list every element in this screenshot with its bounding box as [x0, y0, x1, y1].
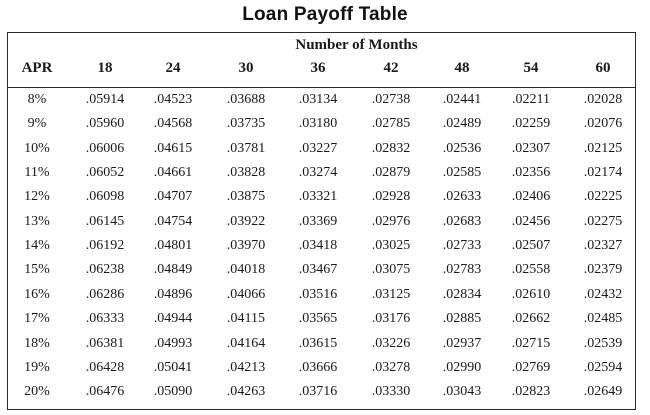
payoff-factor-cell: .02539: [583, 335, 623, 351]
payoff-factor-cell: .03227: [298, 140, 338, 156]
payoff-factor-cell: .02507: [511, 238, 551, 254]
months-column-header-54: 54: [523, 60, 539, 76]
apr-cell: 19%: [24, 359, 50, 375]
table-row: [8, 262, 635, 284]
payoff-factor-cell: .02259: [511, 116, 551, 132]
payoff-factor-cell: .02379: [583, 262, 623, 278]
apr-column-header: APR: [21, 60, 53, 76]
payoff-factor-cell: .04944: [153, 311, 193, 327]
payoff-factor-cell: .03467: [298, 262, 338, 278]
payoff-factor-cell: .02225: [583, 189, 623, 205]
payoff-factor-cell: .02456: [511, 213, 551, 229]
payoff-factor-cell: .06006: [85, 140, 125, 156]
payoff-factor-cell: .04707: [153, 189, 193, 205]
payoff-factor-cell: .03922: [226, 213, 266, 229]
payoff-factor-cell: .03075: [371, 262, 411, 278]
payoff-factor-cell: .06192: [85, 238, 125, 254]
payoff-factor-cell: .02976: [371, 213, 411, 229]
apr-cell: 12%: [24, 189, 50, 205]
payoff-factor-cell: .04164: [226, 335, 266, 351]
payoff-factor-cell: .02633: [442, 189, 482, 205]
loan-payoff-table: [7, 32, 636, 410]
payoff-factor-cell: .02125: [583, 140, 623, 156]
table-row: [8, 141, 635, 163]
payoff-factor-cell: .02558: [511, 262, 551, 278]
payoff-factor-cell: .03516: [298, 286, 338, 302]
payoff-factor-cell: .03688: [226, 92, 266, 107]
payoff-factor-cell: .04263: [226, 384, 266, 400]
months-column-header-30: 30: [238, 60, 254, 76]
apr-cell: 11%: [24, 165, 50, 181]
payoff-factor-cell: .03274: [298, 165, 338, 181]
months-column-header-60: 60: [595, 60, 611, 76]
payoff-factor-cell: .03615: [298, 335, 338, 351]
payoff-factor-cell: .02489: [442, 116, 482, 132]
months-column-header-42: 42: [383, 60, 399, 76]
table-row: [8, 165, 635, 187]
payoff-factor-cell: .04523: [153, 92, 193, 107]
payoff-factor-cell: .03043: [442, 384, 482, 400]
payoff-factor-cell: .02327: [583, 238, 623, 254]
page-title: Loan Payoff Table: [242, 4, 408, 25]
payoff-factor-cell: .02769: [511, 359, 551, 375]
apr-cell: 10%: [24, 140, 50, 156]
payoff-factor-cell: .02536: [442, 140, 482, 156]
payoff-factor-cell: .02585: [442, 165, 482, 181]
payoff-factor-cell: .04066: [226, 286, 266, 302]
payoff-factor-cell: .06428: [85, 359, 125, 375]
payoff-factor-cell: .05041: [153, 359, 193, 375]
table-row: [8, 311, 635, 333]
payoff-factor-cell: .05960: [85, 116, 125, 132]
table-row: [8, 214, 635, 236]
apr-cell: 9%: [27, 116, 47, 132]
payoff-factor-cell: .03226: [371, 335, 411, 351]
months-column-header-24: 24: [165, 60, 181, 76]
payoff-factor-cell: .04213: [226, 359, 266, 375]
payoff-factor-cell: .02715: [511, 335, 551, 351]
table-row: [8, 336, 635, 358]
number-of-months-label: Number of Months: [295, 37, 418, 53]
payoff-factor-cell: .02937: [442, 335, 482, 351]
payoff-factor-cell: .02823: [511, 384, 551, 400]
payoff-factor-cell: .06145: [85, 213, 125, 229]
payoff-factor-cell: .06286: [85, 286, 125, 302]
payoff-factor-cell: .03125: [371, 286, 411, 302]
payoff-factor-cell: .02885: [442, 311, 482, 327]
months-column-header-48: 48: [454, 60, 470, 76]
payoff-factor-cell: .04993: [153, 335, 193, 351]
apr-cell: 15%: [24, 262, 50, 278]
column-header-row: [8, 60, 635, 82]
payoff-factor-cell: .02441: [442, 92, 482, 107]
apr-cell: 16%: [24, 286, 50, 302]
payoff-factor-cell: .02028: [583, 92, 623, 107]
payoff-factor-cell: .04568: [153, 116, 193, 132]
payoff-factor-cell: .02783: [442, 262, 482, 278]
payoff-factor-cell: .06476: [85, 384, 125, 400]
payoff-factor-cell: .06238: [85, 262, 125, 278]
payoff-factor-cell: .03025: [371, 238, 411, 254]
payoff-factor-cell: .02211: [512, 92, 550, 107]
payoff-factor-cell: .04801: [153, 238, 193, 254]
payoff-factor-cell: .03781: [226, 140, 266, 156]
table-row: [8, 287, 635, 309]
payoff-factor-cell: .03828: [226, 165, 266, 181]
apr-cell: 14%: [24, 238, 50, 254]
payoff-factor-cell: .03369: [298, 213, 338, 229]
payoff-factor-cell: .05914: [85, 92, 125, 107]
payoff-factor-cell: .03735: [226, 116, 266, 132]
table-row: [8, 238, 635, 260]
payoff-factor-cell: .02356: [511, 165, 551, 181]
payoff-factor-cell: .04615: [153, 140, 193, 156]
payoff-factor-cell: .03330: [371, 384, 411, 400]
apr-cell: 13%: [24, 213, 50, 229]
payoff-factor-cell: .02990: [442, 359, 482, 375]
payoff-factor-cell: .02733: [442, 238, 482, 254]
payoff-factor-cell: .02738: [371, 92, 411, 107]
payoff-factor-cell: .02649: [583, 384, 623, 400]
payoff-factor-cell: .04896: [153, 286, 193, 302]
payoff-factor-cell: .03418: [298, 238, 338, 254]
payoff-factor-cell: .06052: [85, 165, 125, 181]
payoff-factor-cell: .06333: [85, 311, 125, 327]
payoff-factor-cell: .06381: [85, 335, 125, 351]
payoff-factor-cell: .03278: [371, 359, 411, 375]
payoff-factor-cell: .02610: [511, 286, 551, 302]
payoff-factor-cell: .04661: [153, 165, 193, 181]
apr-cell: 8%: [27, 92, 47, 107]
months-column-header-36: 36: [310, 60, 326, 76]
payoff-factor-cell: .04115: [227, 311, 265, 327]
table-row: [8, 116, 635, 138]
payoff-factor-cell: .02879: [371, 165, 411, 181]
header-divider: [8, 87, 635, 88]
table-row: [8, 384, 635, 406]
payoff-factor-cell: .03134: [298, 92, 338, 107]
payoff-factor-cell: .02594: [583, 359, 623, 375]
table-row: [8, 92, 635, 114]
apr-cell: 17%: [24, 311, 50, 327]
payoff-factor-cell: .02485: [583, 311, 623, 327]
payoff-factor-cell: .04754: [153, 213, 193, 229]
payoff-factor-cell: .03565: [298, 311, 338, 327]
payoff-factor-cell: .03716: [298, 384, 338, 400]
months-column-header-18: 18: [97, 60, 113, 76]
payoff-factor-cell: .02307: [511, 140, 551, 156]
payoff-factor-cell: .04018: [226, 262, 266, 278]
apr-cell: 20%: [24, 384, 50, 400]
payoff-factor-cell: .02432: [583, 286, 623, 302]
payoff-factor-cell: .02785: [371, 116, 411, 132]
payoff-factor-cell: .02076: [583, 116, 623, 132]
payoff-factor-cell: .04849: [153, 262, 193, 278]
apr-cell: 18%: [24, 335, 50, 351]
payoff-factor-cell: .02832: [371, 140, 411, 156]
payoff-factor-cell: .03321: [298, 189, 338, 205]
payoff-factor-cell: .06098: [85, 189, 125, 205]
payoff-factor-cell: .03666: [298, 359, 338, 375]
payoff-factor-cell: .05090: [153, 384, 193, 400]
payoff-factor-cell: .02275: [583, 213, 623, 229]
payoff-factor-cell: .02406: [511, 189, 551, 205]
payoff-factor-cell: .02662: [511, 311, 551, 327]
payoff-factor-cell: .02174: [583, 165, 623, 181]
payoff-factor-cell: .02683: [442, 213, 482, 229]
payoff-factor-cell: .03176: [371, 311, 411, 327]
payoff-factor-cell: .02928: [371, 189, 411, 205]
payoff-factor-cell: .03970: [226, 238, 266, 254]
payoff-factor-cell: .03875: [226, 189, 266, 205]
table-row: [8, 189, 635, 211]
payoff-factor-cell: .03180: [298, 116, 338, 132]
payoff-factor-cell: .02834: [442, 286, 482, 302]
table-row: [8, 360, 635, 382]
